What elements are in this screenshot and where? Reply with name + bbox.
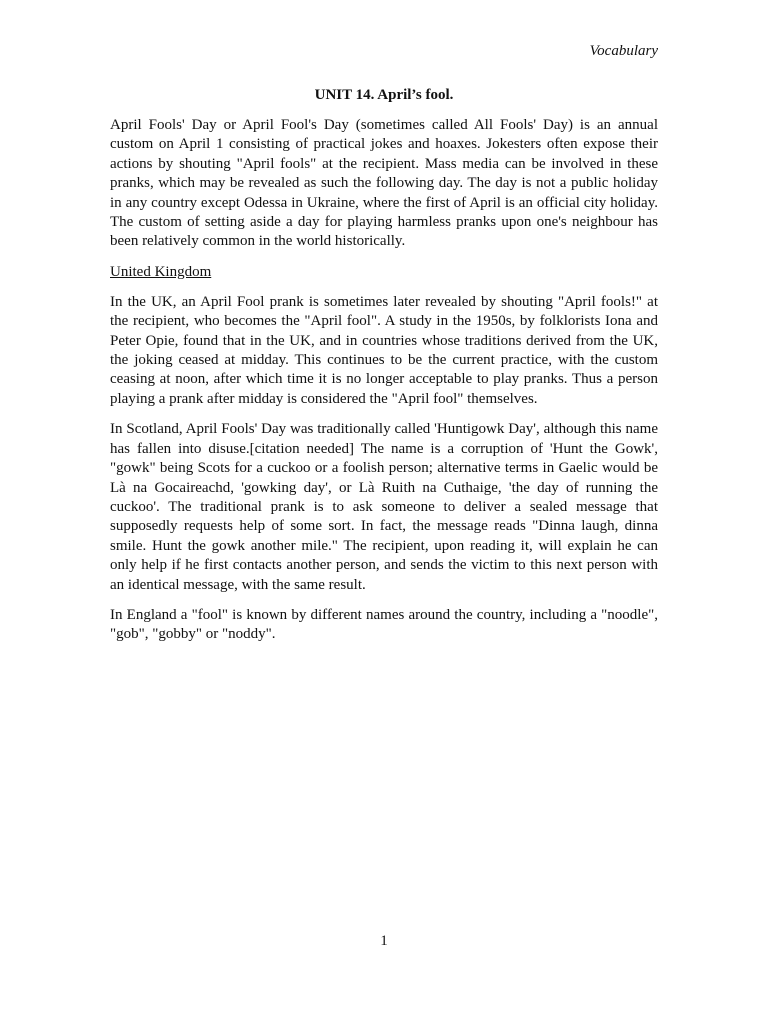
intro-paragraph: April Fools' Day or April Fool's Day (sometimes called All Fools' Day) is an annual custom on April 1 consisting of practical jokes and hoaxes. Jokesters often expose their actions by shouting "April fools" at the recipient. Mass media can be involved in these pranks, which may be revealed as such the following day. The day is not a public holiday in any country except Odessa in Ukraine, where the first of April is an official city holiday. The custom of setting aside a day for playing harmless pranks upon one's neighbour has been relatively common in the world historically. [110, 117, 658, 250]
paragraph-scotland: In Scotland, April Fools' Day was traditionally called 'Huntigowk Day', although this name has fallen into disuse.[citation needed] The name is a corruption of 'Hunt the Gowk', "gowk" being Scots for a cuckoo or a foolish person; alternative terms in Gaelic would be Là na Gocaireachd, 'gowking day', or Là Ruith na Cuthaige, 'the day of running the cuckoo'. The traditional prank is to ask someone to deliver a sealed message that supposedly requests help of some sort. In fact, the message reads "Dinna laugh, dinna smile. Hunt the gowk another mile." The recipient, upon reading it, will explain he can only help if he first contacts another person, and sends the victim to this next person with an identical message, with the same result. [110, 421, 658, 593]
running-header: Vocabulary [589, 43, 658, 59]
unit-title: UNIT 14. April’s fool. [314, 87, 454, 103]
document-body [110, 86, 658, 656]
page-number: 1 [380, 933, 388, 949]
paragraph-england: In England a "fool" is known by different names around the country, including a "noodle", "gob", "gobby" or "noddy". [110, 606, 658, 643]
section-heading-united-kingdom: United Kingdom [110, 263, 212, 280]
paragraph-uk: In the UK, an April Fool prank is sometimes later revealed by shouting "April fools!" at the recipient, who becomes the "April fool". A study in the 1950s, by folklorists Iona and Peter Opie, found that in the UK, and in countries whose traditions derived from the UK, the joking ceased at midday. This continues to be the current practice, with the custom ceasing at noon, after which time it is no longer acceptable to play pranks. Thus a person playing a prank after midday is considered the "April fool" themselves. [110, 293, 658, 407]
